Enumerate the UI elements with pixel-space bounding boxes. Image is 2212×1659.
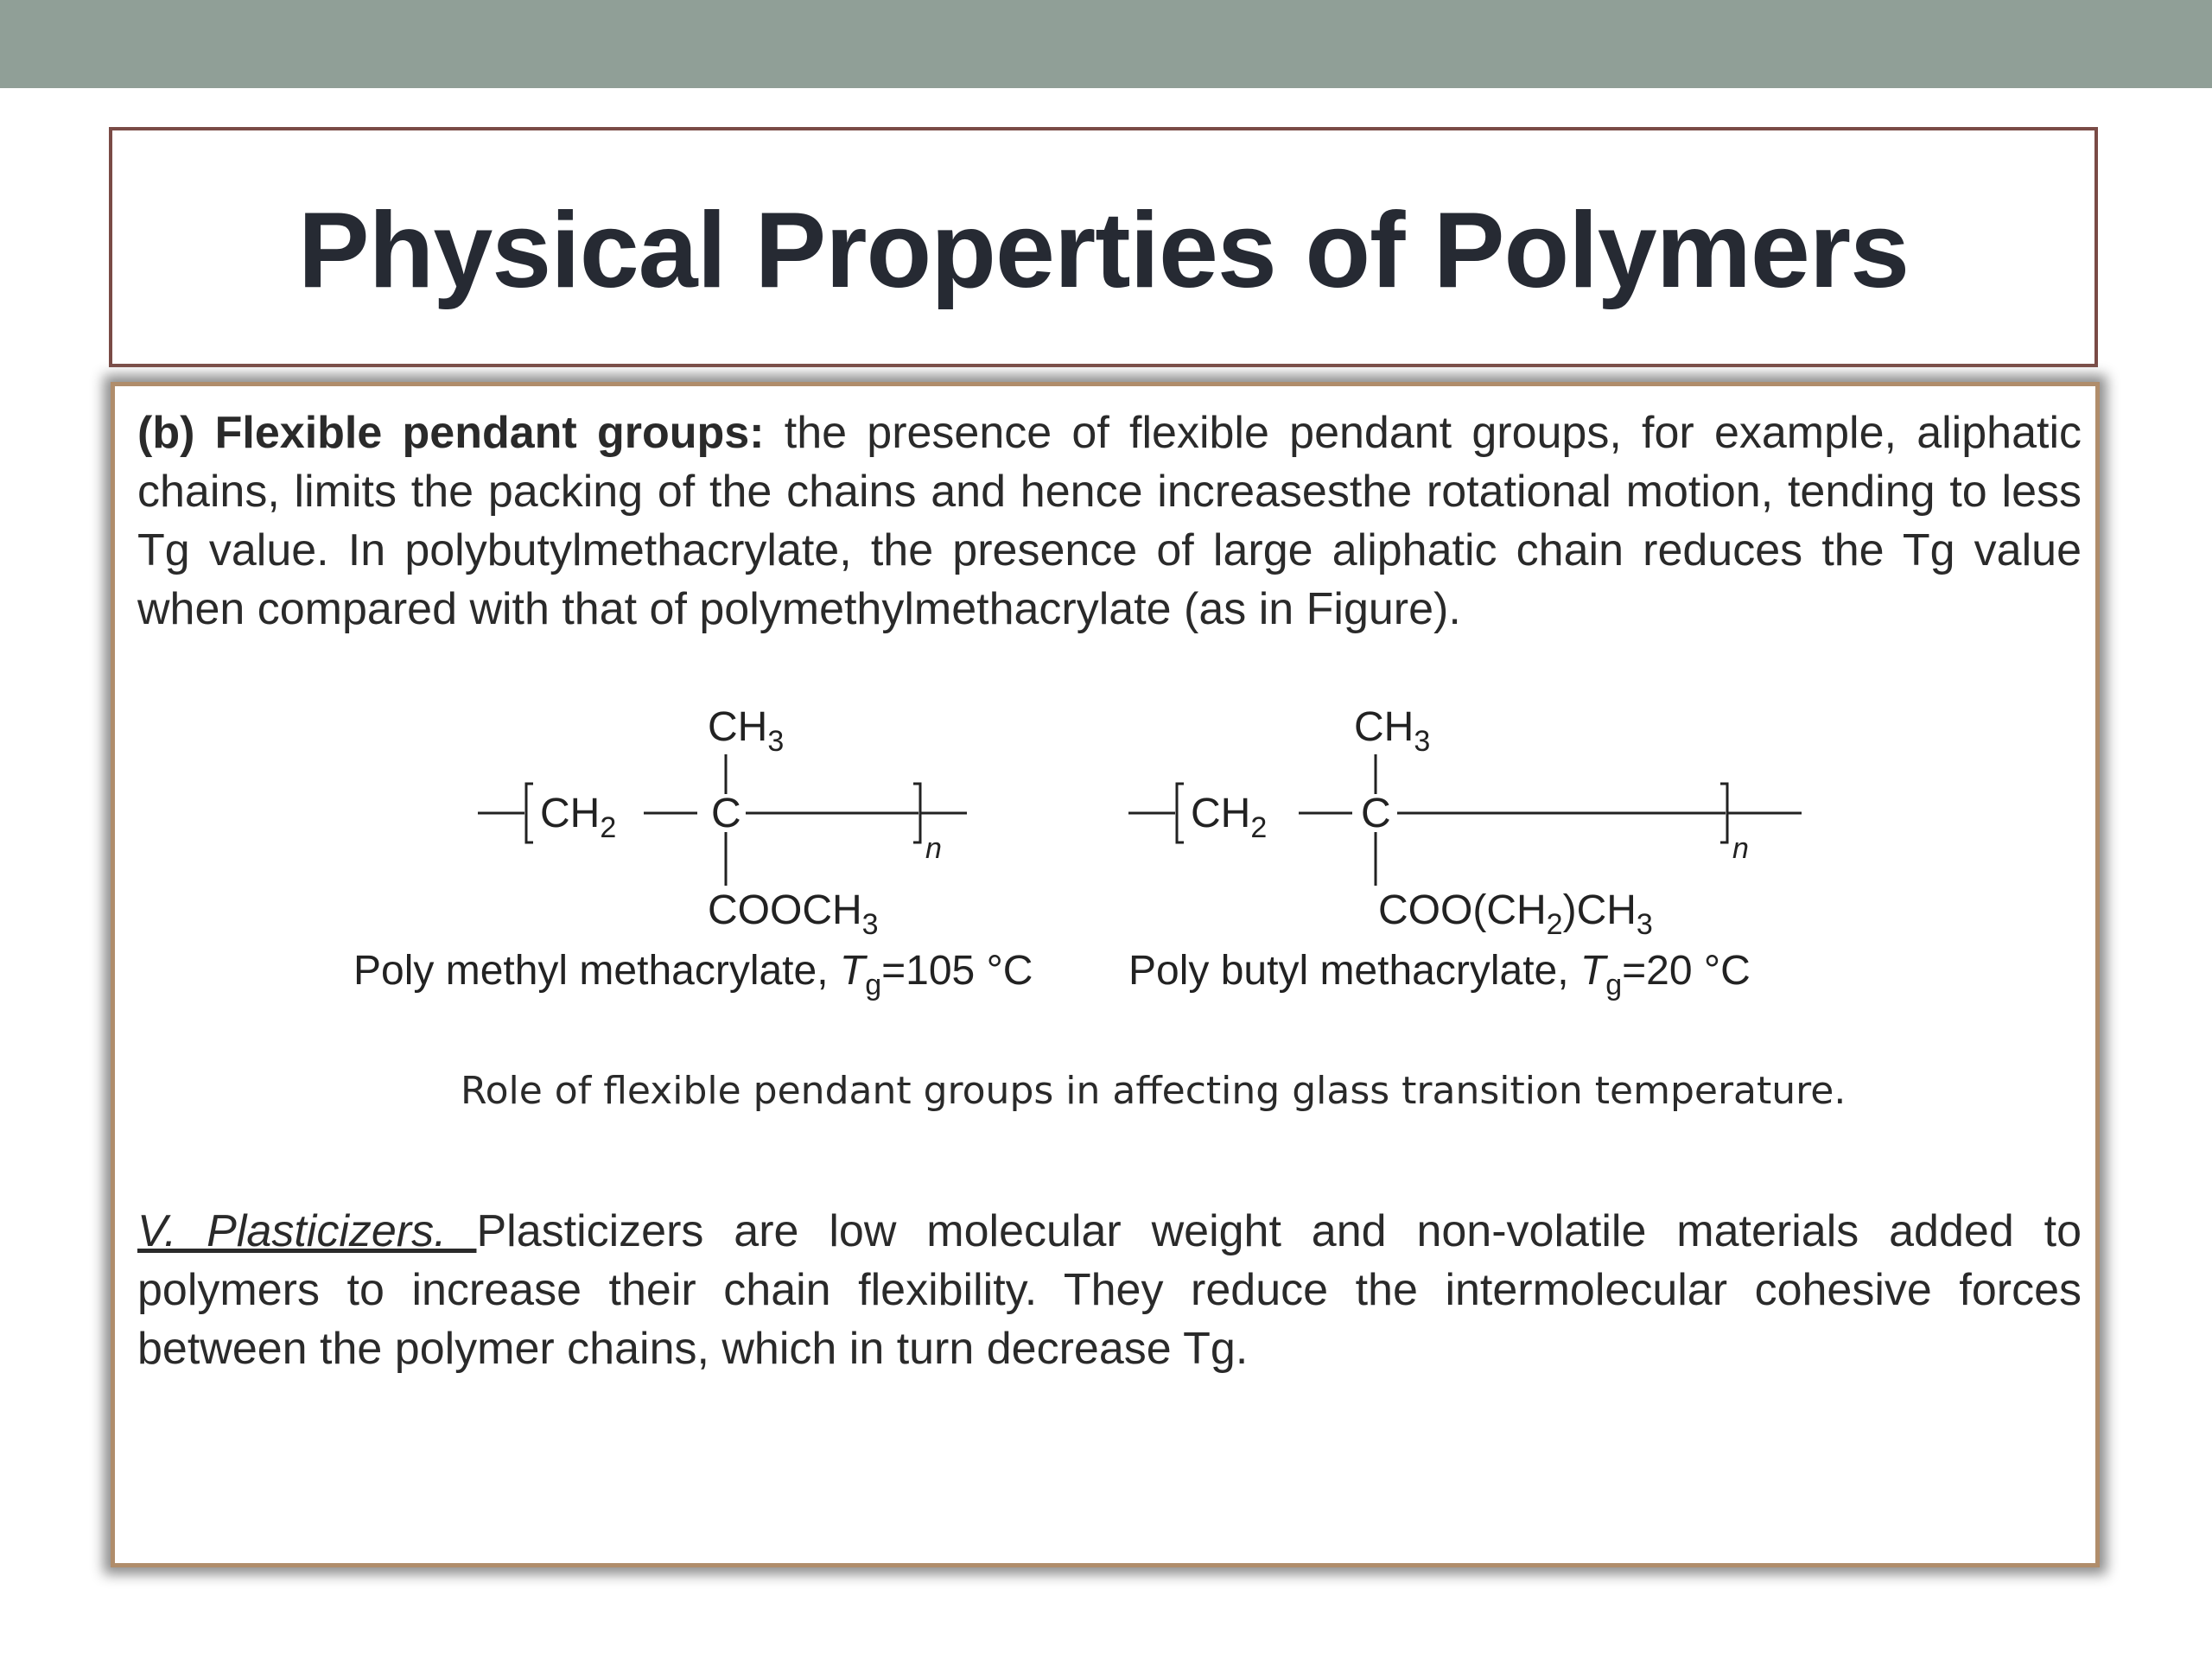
section-b-text: the presence of flexible pendant groups, for example, aliphatic chains, limits the packing of the chains and hence increasesthe rotational motion, tending to less Tg value. In polybutylmethacrylate, the presence of large aliphatic chain reduces the Tg value when compared with that of polymethylmethacrylate (as in Figure). [137,408,2082,634]
pbma-carbon: C [1361,791,1391,836]
chemical-structures-figure [115,685,2095,1135]
top-banner [0,0,2212,88]
pbma-repeat: n [1732,832,1749,865]
section-v-paragraph [137,1202,2082,1378]
pbma-chain: $CH_2$ [1191,791,1268,844]
pmma-repeat: n [925,832,942,865]
pmma-carbon: C [711,791,741,836]
pbma-label: Poly butyl methacrylate, $T_g=20$ °C [1128,948,1751,1001]
pbma-ester: $COO(CH_2)CH_3$ [1378,887,1653,941]
content-box [111,382,2100,1567]
pbma-methyl: $CH_3$ [1354,704,1431,758]
title-box [109,127,2098,367]
pmma-chain: $CH_2$ [540,791,617,844]
pbma-structure [1191,704,1749,941]
section-b-paragraph [137,404,2082,639]
pmma-structure [540,704,942,941]
section-b-heading: (b) Flexible pendant groups: [137,408,765,458]
slide-title: Physical Properties of Polymers [297,191,1910,310]
pmma-label: Poly methyl methacrylate, $T_g=105$ °C [353,948,1033,1001]
section-v-text: Plasticizers are low molecular weight and non-volatile materials added to polymers to increase their chain flexibility. They reduce the intermolecular cohesive forces between the polymer chains, which in turn decrease Tg. [137,1206,2082,1374]
figure-caption: Role of flexible pendant groups in affecting glass transition temperature. [461,1069,1847,1113]
section-v-heading: V. Plasticizers. [137,1206,477,1256]
pmma-ester: $COOCH_3$ [708,887,879,941]
structure-labels [353,948,1751,1001]
structures-svg [115,685,2095,1065]
pmma-methyl: $CH_3$ [708,704,785,758]
